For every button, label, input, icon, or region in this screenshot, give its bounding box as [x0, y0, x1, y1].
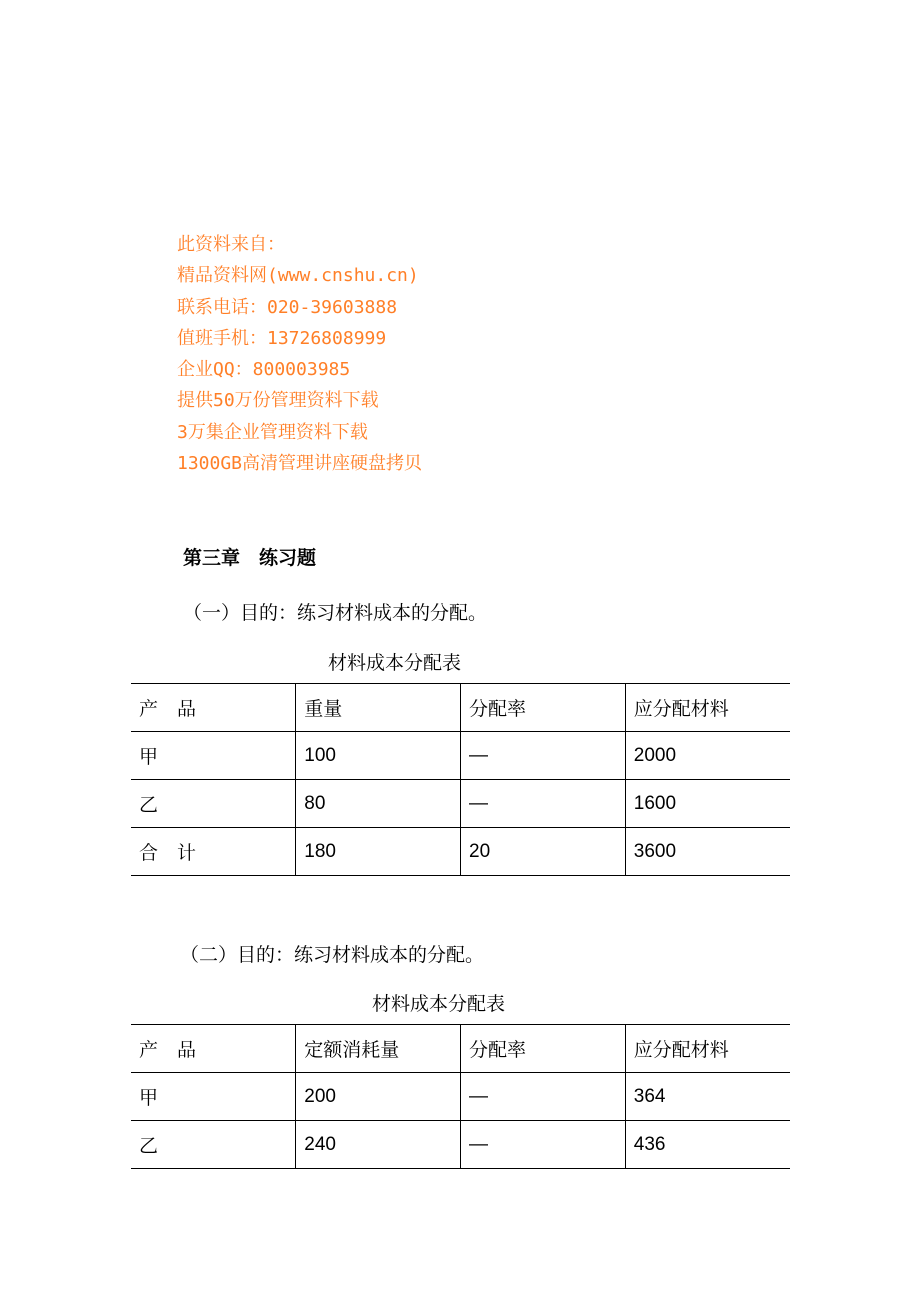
- cell-rate: —: [461, 732, 626, 780]
- cell-weight: 180: [296, 828, 461, 876]
- cell-weight: 80: [296, 780, 461, 828]
- cell-product: 甲: [131, 732, 296, 780]
- contact-phone-line: 联系电话：020-39603888: [177, 296, 398, 318]
- promo-line-lectures: 1300GB高清管理讲座硬盘拷贝: [177, 453, 423, 475]
- cell-allocated: 436: [625, 1121, 790, 1169]
- section2-table-title: 材料成本分配表: [372, 993, 506, 1015]
- header-product: 产 品: [131, 1025, 296, 1073]
- chapter-title: 第三章 练习题: [183, 547, 317, 569]
- source-notice: [177, 229, 422, 479]
- header-weight: 重量: [296, 684, 461, 732]
- header-rate: 分配率: [461, 684, 626, 732]
- cell-quota: 240: [296, 1121, 461, 1169]
- promo-line-downloads: 提供50万份管理资料下载: [177, 390, 379, 412]
- cell-allocated: 1600: [625, 780, 790, 828]
- cell-rate: —: [461, 780, 626, 828]
- section2-objective: （二）目的：练习材料成本的分配。: [180, 944, 485, 966]
- cell-rate: 20: [461, 828, 626, 876]
- table-row: [131, 780, 790, 828]
- table-row: [131, 732, 790, 780]
- table-row: [131, 1073, 790, 1121]
- duty-mobile-line: 值班手机：13726808999: [177, 327, 387, 349]
- cell-allocated: 2000: [625, 732, 790, 780]
- promo-line-video: 3万集企业管理资料下载: [177, 421, 368, 443]
- header-product: 产 品: [131, 684, 296, 732]
- cell-allocated: 3600: [625, 828, 790, 876]
- cell-product: 乙: [131, 1121, 296, 1169]
- section2-cost-table: [131, 1024, 790, 1169]
- section1-cost-table: [131, 683, 790, 876]
- cell-product: 乙: [131, 780, 296, 828]
- cell-weight: 100: [296, 732, 461, 780]
- table-total-row: [131, 828, 790, 876]
- table-header-row: [131, 1025, 790, 1073]
- header-rate: 分配率: [461, 1025, 626, 1073]
- cell-product: 合 计: [131, 828, 296, 876]
- cell-rate: —: [461, 1121, 626, 1169]
- cell-product: 甲: [131, 1073, 296, 1121]
- cell-allocated: 364: [625, 1073, 790, 1121]
- header-allocated-material: 应分配材料: [625, 1025, 790, 1073]
- company-qq-line: 企业QQ：800003985: [177, 359, 351, 381]
- source-notice-line: 此资料来自：: [177, 234, 285, 255]
- section1-table-title: 材料成本分配表: [328, 652, 462, 674]
- table-row: [131, 1121, 790, 1169]
- source-website-line: 精品资料网(www.cnshu.cn): [177, 265, 419, 287]
- table-header-row: [131, 684, 790, 732]
- cell-quota: 200: [296, 1073, 461, 1121]
- header-quota-consumption: 定额消耗量: [296, 1025, 461, 1073]
- section1-objective: （一）目的：练习材料成本的分配。: [183, 602, 488, 624]
- cell-rate: —: [461, 1073, 626, 1121]
- header-allocated-material: 应分配材料: [625, 684, 790, 732]
